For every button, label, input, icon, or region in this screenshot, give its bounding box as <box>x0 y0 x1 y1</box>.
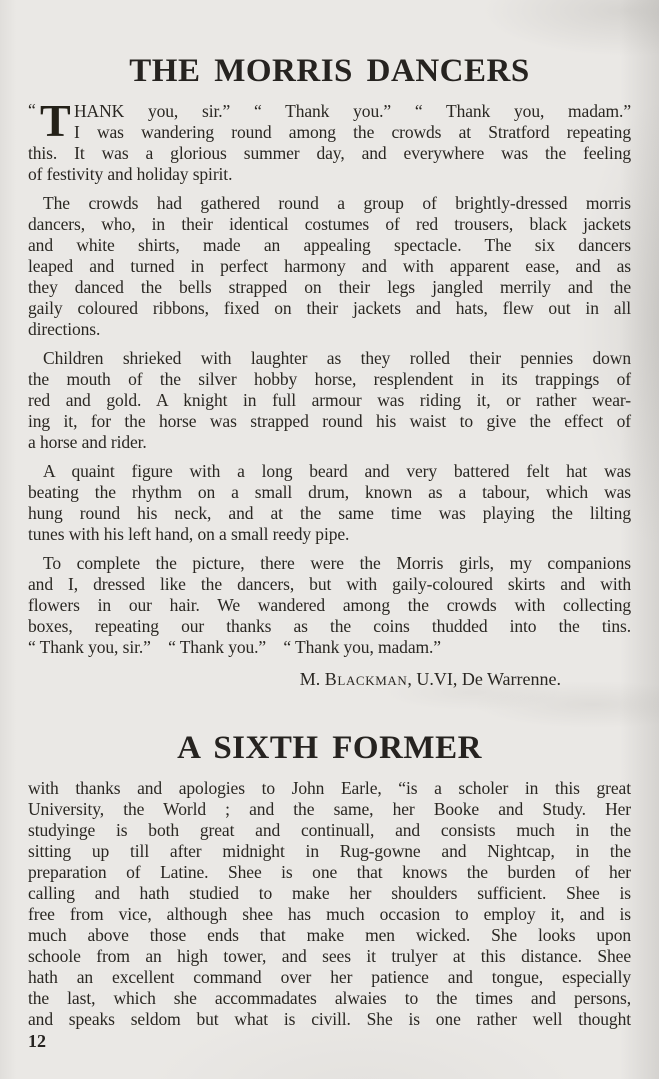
text-line: hath an excellent command over her patience and tongue, especially <box>28 967 631 987</box>
text-line: the mouth of the silver hobby horse, resplendent in its trappings of <box>28 369 631 389</box>
text-line: gaily coloured ribbons, fixed on their jackets and hats, flew out in all <box>28 298 631 318</box>
text-line: and speaks seldom but what is civill. She is one rather well thought <box>28 1009 631 1029</box>
text-line: I was wandering round among the crowds at Stratford repeating <box>74 122 631 142</box>
text-line: tunes with his left hand, on a small reedy pipe. <box>28 524 350 544</box>
text-line: To complete the picture, there were the Morris girls, my companions <box>43 553 631 573</box>
attribution-initial: M. <box>299 669 325 689</box>
text-line: they danced the bells strapped on their legs jangled merrily and the <box>28 277 631 297</box>
text-line: and white shirts, made an appealing spectacle. The six dancers <box>28 235 631 255</box>
text-line: of festivity and holiday spirit. <box>28 164 233 184</box>
text-line: HANK you, sir.” “ Thank you.” “ Thank you, madam.” <box>74 101 631 121</box>
text-line: a horse and rider. <box>28 432 147 452</box>
opening-quote: “ <box>28 100 36 120</box>
article-title-the-morris-dancers: THE MORRIS DANCERS <box>129 53 530 89</box>
paragraph-morris-4 <box>28 461 631 545</box>
text-line: directions. <box>28 319 101 339</box>
text-line: schoole from an high tower, and sees it trulyer at this distance. Shee <box>28 946 631 966</box>
text-line: free from vice, although shee has much occasion to employ it, and is <box>28 904 631 924</box>
text-line: The crowds had gathered round a group of brightly-dressed morris <box>43 193 631 213</box>
attribution-surname: Blackman <box>324 669 408 689</box>
paragraph-morris-3 <box>28 348 631 453</box>
dropcap-letter: T <box>40 95 71 146</box>
text-line: leaped and turned in perfect harmony and with apparent ease, and as <box>28 256 631 276</box>
text-line: with thanks and apologies to John Earle, “is a scholer in this great <box>28 778 631 798</box>
text-line: Children shrieked with laughter as they rolled their pennies down <box>43 348 631 368</box>
text-line: and I, dressed like the dancers, but with gaily-coloured skirts and with <box>28 574 631 594</box>
text-line: hung round his neck, and at the same time was playing the lilting <box>28 503 631 523</box>
paragraph-morris-2 <box>28 193 631 340</box>
dropcap-block <box>28 95 74 146</box>
text-line: flowers in our hair. We wandered among the crowds with collecting <box>28 595 631 615</box>
paragraph-morris-1 <box>28 95 631 185</box>
text-line: preparation of Latine. Shee is one that knows the burden of her <box>28 862 631 882</box>
article-title-a-sixth-former: A SIXTH FORMER <box>177 730 482 766</box>
text-line: beating the rhythm on a small drum, known as a tabour, which was <box>28 482 631 502</box>
author-attribution <box>28 668 631 690</box>
paragraph-sixth-former-1 <box>28 778 631 1030</box>
text-line: boxes, repeating our thanks as the coins thudded into the tins. <box>28 616 631 636</box>
text-line: A quaint figure with a long beard and very battered felt hat was <box>43 461 631 481</box>
text-line: University, the World ; and the same, her Booke and Study. Her <box>28 799 631 819</box>
text-line: this. It was a glorious summer day, and everywhere was the feeling <box>28 143 631 163</box>
text-line: much above those ends that make men wicked. She looks upon <box>28 925 631 945</box>
text-line: dancers, who, in their identical costumes of red trousers, black jackets <box>28 214 631 234</box>
text-line: studyinge is both great and continuall, and consists much in the <box>28 820 631 840</box>
text-line: “ Thank you, sir.” “ Thank you.” “ Thank you, madam.” <box>28 637 441 657</box>
text-line: calling and hath studied to make her shoulders sufficient. Shee is <box>28 883 631 903</box>
text-line: the last, which she accommadates alwaies to the times and persons, <box>28 988 631 1008</box>
text-line: red and gold. A knight in full armour was riding it, or rather wear- <box>28 390 631 410</box>
text-column <box>28 0 631 1030</box>
page-number: 12 <box>28 1031 46 1051</box>
text-line: sitting up till after midnight in Rug-gowne and Nightcap, in the <box>28 841 631 861</box>
paragraph-morris-5 <box>28 553 631 658</box>
text-line: ing it, for the horse was strapped round his waist to give the effect of <box>28 411 631 431</box>
attribution-form-house: , U.VI, De Warrenne. <box>407 669 561 689</box>
